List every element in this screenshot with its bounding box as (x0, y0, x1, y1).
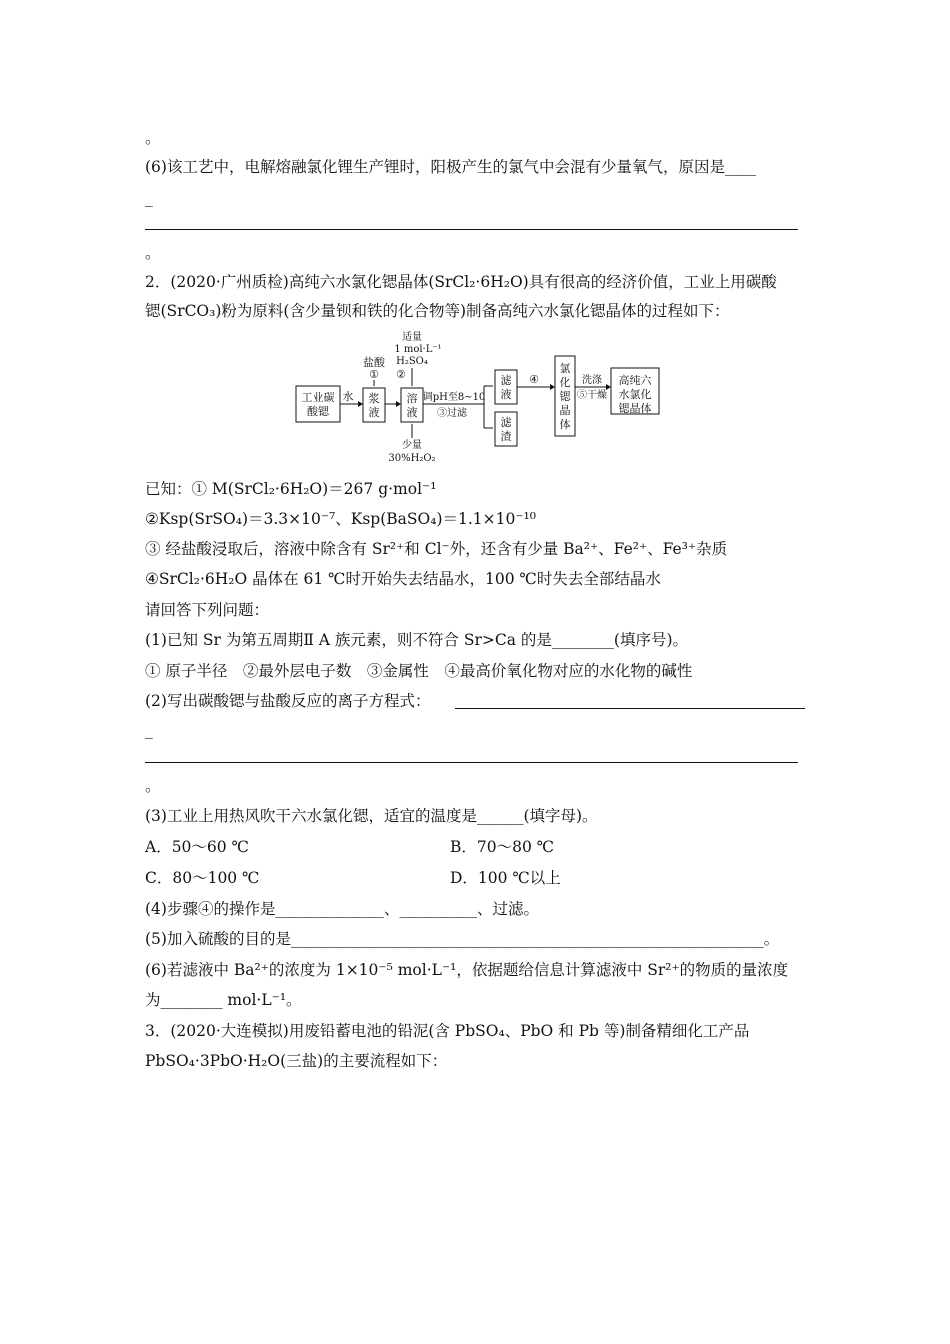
step-2-label: ② (396, 368, 406, 381)
part-1-options: ① 原子半径 ②最外层电子数 ③金属性 ④最高价氧化物对应的水化物的碱性 (145, 662, 693, 680)
residue-label: 滤渣 (500, 416, 512, 443)
dry-step-label: ⑤干燥 (577, 390, 607, 401)
wash-label: 洗涤 (582, 375, 602, 386)
question-2-intro-line2: 锶(SrCO₃)粉为原料(含少量钡和铁的化合物等)制备高纯六水氯化锶晶体的过程如下： (145, 302, 730, 320)
answer-blank-wrap: _ (145, 189, 153, 207)
filter-step-label: ③过滤 (437, 408, 467, 419)
known-2: ②Ksp(SrSO₄)＝3.3×10⁻⁷、Ksp(BaSO₄)＝1.1×10⁻¹⁰ (145, 510, 536, 528)
option-d: D．100 ℃以上 (450, 869, 561, 887)
question-2-intro-line1: 2．(2020·广州质检)高纯六水氯化锶晶体(SrCl₂·6H₂O)具有很高的经济价值，工业上用碳酸 (145, 273, 777, 291)
known-4: ④SrCl₂·6H₂O 晶体在 61 ℃时开始失去结晶水，100 ℃时失去全部结晶水 (145, 570, 661, 588)
option-c: C．80～100 ℃ (145, 869, 260, 887)
arrowhead-icon (396, 401, 401, 407)
part-1-question: (1)已知 Sr 为第五周期Ⅱ A 族元素，则不符合 Sr>Ca 的是________(填序号)。 (145, 631, 688, 649)
option-b: B．70～80 ℃ (450, 838, 555, 856)
arrowhead-icon (358, 401, 363, 407)
h2o2-amount-label: 少量 (402, 440, 422, 451)
h2so4-amount-label: 适量 (402, 332, 422, 343)
h2o2-label: 30%H₂O₂ (388, 453, 436, 464)
raw-material-label: 工业碳酸锶 (301, 391, 335, 418)
part-5-question: (5)加入硫酸的目的是_____________________________________________________________。 (145, 930, 780, 948)
product-label: 高纯六水氯化锶晶体 (618, 374, 652, 415)
part-6-question: (6)若滤液中 Ba²⁺的浓度为 1×10⁻⁵ mol·L⁻¹，依据题给信息计算滤液中 Sr²⁺的物质的量浓度 (145, 961, 789, 979)
solution-label: 溶液 (406, 392, 418, 419)
option-a: A．50～60 ℃ (145, 838, 249, 856)
part-6-question-cont: 为________ mol·L⁻¹。 (145, 991, 302, 1009)
answer-blank-wrap: _ (145, 721, 153, 739)
arrowhead-icon (550, 384, 555, 390)
question-3-intro-line1: 3．(2020·大连模拟)用废铅蓄电池的铅泥(含 PbSO₄、PbO 和 Pb 等)制备精细化工产品 (145, 1022, 750, 1040)
known-3: ③ 经盐酸浸取后，溶液中除含有 Sr²⁺和 Cl⁻外，还含有少量 Ba²⁺、Fe²⁺、Fe³⁺杂质 (145, 540, 728, 558)
water-label: 水 (342, 390, 354, 403)
part-4-question: (4)步骤④的操作是______________、__________、过滤。 (145, 900, 539, 918)
period-mark: 。 (145, 777, 161, 795)
h2so4-label: H₂SO₄ (396, 356, 428, 367)
answer-line (145, 229, 798, 230)
question-6-text: (6)该工艺中，电解熔融氯化锂生产锂时，阳极产生的氯气中会混有少量氧气，原因是____ (145, 158, 756, 176)
part-3-question: (3)工业上用热风吹干六水氯化锶，适宜的温度是______(填字母)。 (145, 807, 598, 825)
hcl-label: 盐酸 (363, 356, 385, 369)
step-4-label: ④ (529, 373, 539, 386)
question-3-intro-line2: PbSO₄·3PbO·H₂O(三盐)的主要流程如下： (145, 1052, 448, 1070)
ph-adjust-label: 调pH至8~10 (422, 392, 486, 403)
process-flow-diagram (288, 328, 668, 468)
part-2-question: (2)写出碳酸锶与盐酸反应的离子方程式： (145, 692, 431, 710)
answer-line (145, 762, 798, 763)
answer-line (455, 708, 805, 709)
crystal-label: 氯化锶晶体 (559, 362, 571, 431)
slurry-label: 浆液 (368, 392, 380, 419)
h2so4-conc-label: 1 mol·L⁻¹ (394, 344, 442, 355)
known-1: 已知：① M(SrCl₂·6H₂O)＝267 g·mol⁻¹ (145, 480, 437, 498)
period-mark: 。 (145, 129, 161, 147)
filtrate-label: 滤液 (500, 374, 512, 401)
ask-prompt: 请回答下列问题： (145, 601, 270, 619)
period-mark: 。 (145, 244, 161, 262)
step-1-label: ① (369, 368, 379, 381)
